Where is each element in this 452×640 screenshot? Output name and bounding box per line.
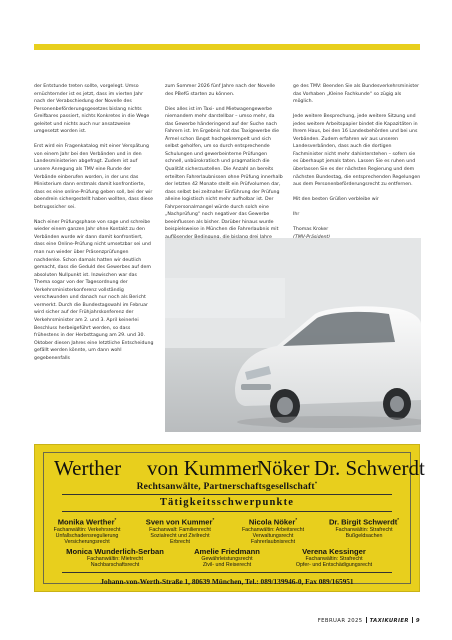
advertisement-frame bbox=[43, 452, 425, 586]
lawyer-specialty: Nachbarschaftsrecht bbox=[90, 562, 140, 569]
lawyer-card bbox=[40, 515, 134, 546]
lawyer-specialty: Bußgeldsachen bbox=[345, 532, 383, 539]
firm-name: Werther bbox=[54, 456, 122, 480]
lawyer-card bbox=[132, 515, 228, 546]
issue-date: FEBRUAR 2025 bbox=[317, 618, 363, 624]
top-accent-rule bbox=[34, 44, 420, 50]
article-paragraph: ge des TMV: Beenden Sie als Bundesverkehrsminister das Vorhaben „Kleine Fachkunde“ so zügig als möglich. bbox=[293, 84, 420, 105]
publication-name: TAXIKURIER bbox=[369, 618, 409, 624]
divider bbox=[62, 572, 392, 573]
lawyer-name bbox=[40, 515, 134, 527]
article-paragraph: zum Sommer 2026 fünf Jahre nach der Novelle des PBefG starten zu können. bbox=[165, 84, 276, 97]
lawyer-specialty: Fachanwältin: Arbeitsrecht bbox=[241, 526, 305, 533]
law-firm-advertisement bbox=[34, 444, 425, 592]
footnote-mark: * bbox=[397, 517, 400, 522]
lawyer-specialty: Versicherungsrecht bbox=[64, 539, 110, 546]
article-column-3 bbox=[293, 83, 421, 264]
lawyer-card bbox=[228, 515, 318, 546]
lawyer-card bbox=[182, 547, 272, 569]
firm-name: Dr. Schwerdt bbox=[314, 456, 425, 480]
footer-separator bbox=[366, 617, 367, 623]
lawyer-specialty: Erbrecht bbox=[169, 539, 191, 546]
lawyer-specialty: Gewährleistungsrecht bbox=[201, 556, 253, 562]
footnote-mark: * bbox=[295, 517, 298, 522]
lawyer-card bbox=[316, 515, 412, 539]
page-number: 9 bbox=[415, 618, 420, 624]
article-paragraph: der Entstunde treten sollte, vorgelegt. Umso ernüchternder ist es jetzt, dass im vierten Jahr nach der Verabschiedung der Novelle des Personenbeförderungsgesetzes bislang nichts Greifbares passiert, nichts Konkretes in die Wege geleitet und nichts auch nur ansatzweise umgesetzt worden ist. bbox=[34, 84, 150, 135]
lawyer-name-text: Sven von Kummer bbox=[145, 517, 213, 527]
signature-name: Thomas Kroker bbox=[293, 227, 329, 233]
lawyer-specialty: Zivil- und Reiserecht bbox=[202, 562, 252, 569]
lawyer-name: Monica Wunderlich-Serban bbox=[66, 547, 164, 556]
article-column-1 bbox=[34, 83, 154, 362]
lawyer-specialty: Fahrerlaubnisrecht bbox=[250, 539, 296, 546]
article-paragraph: Jede weitere Besprechung, jede weitere Sitzung und jedes weitere Arbeitspapier bindet die Kapazitäten in Ihrem Haus, bei den 16 Landesbehörden und bei uns Verbänden. Zudem erfahren wir aus unseren Landesverbänden, dass auch die dortigen Fachminister nicht mehr dahinterstehen – sofern sie es überhaupt jemals taten. Lassen Sie es ruhen und überlassen Sie es der nächsten Regierung und dem nächsten Bundestag, die entsprechenden Regelungen aus dem Personenbeförderungsrecht zu entfernen. bbox=[293, 114, 421, 188]
page-footer bbox=[318, 617, 420, 624]
firm-subtitle-text: Rechtsanwälte, Partnerschaftsgesellschaft bbox=[136, 482, 315, 493]
lawyer-name: Verena Kessinger bbox=[302, 547, 366, 556]
lawyer-name bbox=[132, 515, 228, 527]
lawyer-specialty: Opfer- und Entschädigungsrecht bbox=[295, 562, 373, 569]
firm-subtitle bbox=[44, 482, 410, 492]
practice-areas-heading: Tätigkeitsschwerpunkte bbox=[159, 497, 295, 508]
footnote-mark: * bbox=[114, 517, 117, 522]
firm-contact-line: Johann-von-Werth-Straße 1, 80639 München, Tel.: 089/139946-0, Fax 089/165951 bbox=[100, 577, 354, 586]
lawyer-name-text: Monika Werther bbox=[57, 517, 115, 527]
lawyer-specialty: Fachanwältin: Strafrecht bbox=[305, 556, 363, 562]
lawyer-name-text: Nicola Nöker bbox=[248, 517, 296, 527]
closing-line: Mit den besten Grüßen verbleibe wir bbox=[293, 197, 379, 203]
firm-name: von Kummer bbox=[147, 456, 259, 480]
lawyer-specialty: Sozialrecht und Zivilrecht bbox=[150, 532, 210, 539]
lawyer-name bbox=[228, 515, 318, 527]
firm-names bbox=[44, 455, 425, 481]
lawyer-specialty: Fachanwältin: Mietrecht bbox=[87, 556, 143, 562]
lawyer-name: Amelie Friedmann bbox=[194, 547, 260, 556]
taxi-car-photo bbox=[165, 238, 421, 432]
lawyer-specialty: Fachanwältin: Strafrecht bbox=[335, 526, 393, 533]
lawyer-card bbox=[274, 547, 394, 569]
divider bbox=[62, 494, 392, 495]
lawyer-specialty: Fachanwalt: Familienrecht bbox=[149, 526, 211, 533]
lawyer-card bbox=[52, 547, 178, 569]
lawyer-name bbox=[316, 515, 412, 527]
footnote-mark: * bbox=[212, 517, 215, 522]
footer-separator bbox=[412, 617, 413, 623]
divider bbox=[62, 511, 392, 512]
article-paragraph: Erst wird ein Fragenkatalog mit einer Verspätung von einem Jahr bei den Verbänden und in den Landesministerien abgefragt. Zudem ist auf unsere Anregung als TMV eine Runde der Verbände einberufen worden, in der uns das Ministerium dann erstmals damit konfrontierte, dass es eine online-Prüfung geben soll, bei der wir obendrein sichergestellt haben wollten, dass diese betrugssicher sei. bbox=[34, 144, 153, 210]
firm-name: Nöker bbox=[257, 456, 310, 480]
lawyer-specialty: Unfallschadensregulierung bbox=[55, 532, 119, 539]
article-paragraph: Nach einer Prüfungsphase von sage und schreibe wieder einem ganzen Jahr ohne Kontakt zu den Verbänden wurde wir dann damit konfrontiert, dass eine Online-Prüfung nicht umsetzbar sei und man nun wieder über Präsenzprüfungen nachdenke. Schon damals hatten wir deutlich gemacht, dass die Geduld des Gewerbes auf dem absoluten Nullpunkt ist. Inzwischen war das Thema sogar von der Tagesordnung der Verkehrsministerkonferenz vollständig verschwunden und danach nur noch als Bericht vermerkt. Durch die Bundestagswahl im Februar wird sicher auf der Frühjahrskonferenz der Verkehrsminister am 2. und 3. April keinerlei Beschluss herbeigeführt werden, so dass frühestens in der Herbsttagung am 29. und 30. Oktober diesen Jahres eine letztliche Entscheidung gefällt werden könnte, um dann wohl gegebenenfalls bbox=[34, 219, 154, 361]
lawyer-name-text: Dr. Birgit Schwerdt bbox=[328, 517, 398, 527]
footnote-mark: * bbox=[314, 482, 318, 487]
lawyer-specialty: Fachanwältin: Verkehrsrecht bbox=[53, 526, 121, 533]
article-paragraph: Dies alles ist im Taxi- und Mietwagengewerbe niemandem mehr darstellbar – umso mehr, da das Gewerbe händeringend auf der Suche nach Fahrern ist. Im Ergebnis hat das Taxigewerbe die Ärmel schon längst hochgekrempelt und sich selbst geholfen, um so durch entsprechende Schulungen und gewerbeinterne Prüfungen schnell, unbürokratisch und pragmatisch die Qualität sicherzustellen. Die Anzahl an bereits erteilten Fahrerlaubnissen ohne Prüfung innerhalb der letzten 42 Monate stellt ein Prüfvolumen dar, dass selbst bei zeitnaher Einführung der Prüfung alleine logistisch nicht mehr aufholbar ist. Der Fahrpersonalmangel würde durch solch eine „Nachprüfung“ noch negativer das Gewerbe beeinflussen als bisher. Darüber hinaus wurde beispielsweise in München die Fahrerlaubnis mit bbox=[165, 106, 283, 233]
closing-ihr: Ihr bbox=[293, 212, 300, 218]
lawyer-specialty: Verwaltungsrecht bbox=[252, 532, 294, 539]
